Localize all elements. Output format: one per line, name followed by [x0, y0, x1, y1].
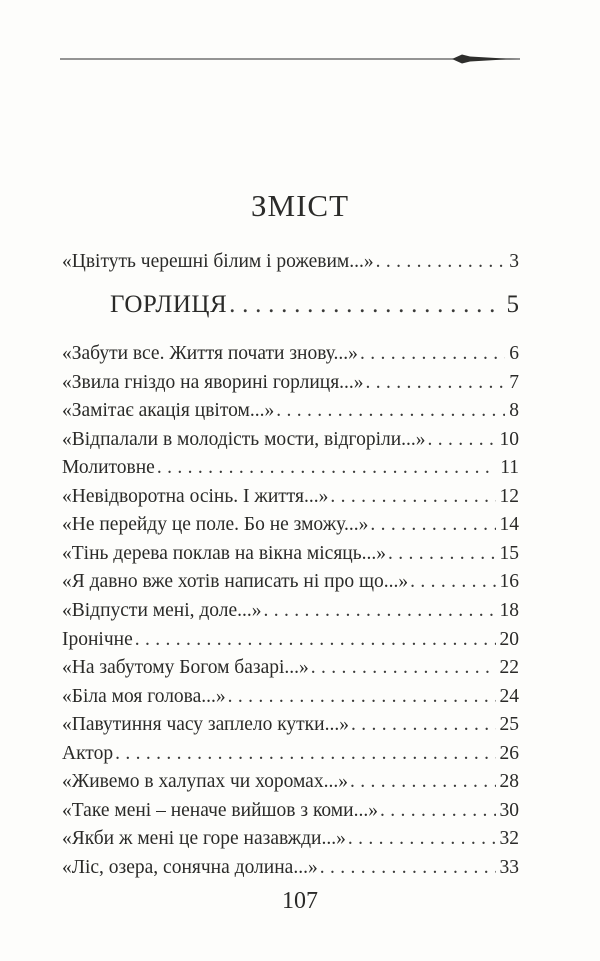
toc-entry[interactable] [62, 540, 519, 568]
toc-entry[interactable] [62, 711, 519, 739]
toc-entry[interactable] [62, 483, 519, 511]
toc-entry-title: Актор [62, 742, 114, 764]
dot-leader [113, 740, 495, 768]
toc-entry-page: 12 [499, 485, 519, 507]
dot-leader [358, 340, 505, 368]
dot-leader [155, 454, 496, 482]
toc-entry-title: «Біла моя голова...» [62, 685, 226, 707]
toc-entry[interactable] [62, 426, 519, 454]
toc-entry-page: 7 [509, 371, 519, 393]
toc-entry-page: 25 [499, 714, 519, 736]
dot-leader [364, 369, 506, 397]
toc-entry[interactable] [62, 768, 519, 796]
toc-entry-title: Іронічне [62, 628, 133, 650]
toc-entry[interactable] [62, 454, 519, 482]
dot-leader [318, 854, 496, 882]
toc-entry[interactable] [62, 397, 519, 425]
header-rule-ornament [60, 58, 520, 60]
dot-leader [346, 825, 496, 853]
toc-entry[interactable] [62, 511, 519, 539]
toc-section-title: ГОРЛИЦЯ [110, 291, 228, 318]
toc-entry[interactable] [62, 369, 519, 397]
toc-entry-title: «Я давно вже хотів написать ні про що...» [62, 571, 409, 593]
toc-entry[interactable] [62, 683, 519, 711]
page-number: 107 [282, 888, 318, 914]
toc-entry-title: «Відпусти мені, доле...» [62, 599, 262, 621]
dot-leader [309, 654, 496, 682]
toc-entry-title: «Відпалали в молодість мости, відгоріли...» [62, 428, 426, 450]
dot-leader [262, 597, 496, 625]
toc-entry-page: 18 [499, 599, 519, 621]
toc-entry[interactable] [62, 740, 519, 768]
toc-entry[interactable] [62, 597, 519, 625]
toc-section-gorlytsia[interactable] [110, 288, 519, 322]
toc-entry-title: «Живемо в халупах чи хоромах...» [62, 771, 348, 793]
toc-entry-title: «Цвітуть черешні білим і рожевим...» [62, 251, 374, 272]
toc-entry-page: 11 [500, 457, 519, 479]
dot-leader [378, 797, 496, 825]
dot-leader [426, 426, 496, 454]
dot-leader [408, 568, 495, 596]
toc-entry-page: 22 [499, 657, 519, 679]
toc-entry-page: 14 [499, 514, 519, 536]
toc-entry-title: «Звила гніздо на яворині горлиця...» [62, 371, 364, 393]
toc-entry-page: 28 [499, 771, 519, 793]
toc-entry-title: «Не перейду це поле. Бо не зможу...» [62, 514, 369, 536]
toc-entry-page: 32 [499, 828, 519, 850]
toc-entry-page: 16 [499, 571, 519, 593]
toc-entry-page: 3 [509, 251, 519, 272]
dot-leader [133, 626, 496, 654]
toc-entry[interactable] [62, 854, 519, 882]
dot-leader [328, 483, 495, 511]
toc-entry-title: «Таке мені – неначе вийшов з коми...» [62, 799, 378, 821]
toc-entry-intro[interactable] [62, 248, 519, 276]
toc-entry-title: «На забутому Богом базарі...» [62, 657, 309, 679]
toc-entry-title: «Замітає акація цвітом...» [62, 400, 275, 422]
dot-leader [386, 540, 496, 568]
toc-entry-page: 10 [499, 428, 519, 450]
toc-entry-title: «Тінь дерева поклав на вікна місяць...» [62, 542, 386, 564]
toc-entry[interactable] [62, 626, 519, 654]
dot-leader [368, 511, 495, 539]
dot-leader [226, 683, 496, 711]
toc-entry[interactable] [62, 654, 519, 682]
toc-entry-title: Молитовне [62, 457, 155, 479]
dot-leader [348, 768, 496, 796]
toc-entry-title: «Ліс, озера, сонячна долина...» [62, 856, 318, 878]
toc-entry-title: «Невідворотна осінь. І життя...» [62, 485, 329, 507]
toc-entry[interactable] [62, 825, 519, 853]
toc-entry-page: 24 [499, 685, 519, 707]
toc-entry-page: 20 [499, 628, 519, 650]
page-title: ЗМІСТ [250, 188, 350, 223]
toc-entry[interactable] [62, 568, 519, 596]
toc-entry-page: 26 [499, 742, 519, 764]
toc-entry-page: 15 [499, 542, 519, 564]
toc-entry-title: «Якби ж мені це горе назавжди...» [62, 828, 346, 850]
toc-entry-page: 33 [499, 856, 519, 878]
dot-leader [227, 288, 502, 322]
dot-leader [349, 711, 496, 739]
toc-section-page: 5 [506, 291, 519, 318]
toc-entry[interactable] [62, 340, 519, 368]
dot-leader [274, 397, 505, 425]
toc-entry[interactable] [62, 797, 519, 825]
toc-entry-page: 8 [509, 400, 519, 422]
toc-entry-page: 6 [509, 343, 519, 364]
dot-leader [374, 248, 506, 276]
toc-entry-title: «Павутиння часу заплело кутки...» [62, 714, 349, 736]
toc-entry-title: «Забути все. Життя почати знову...» [62, 343, 358, 364]
toc-entry-page: 30 [499, 799, 519, 821]
